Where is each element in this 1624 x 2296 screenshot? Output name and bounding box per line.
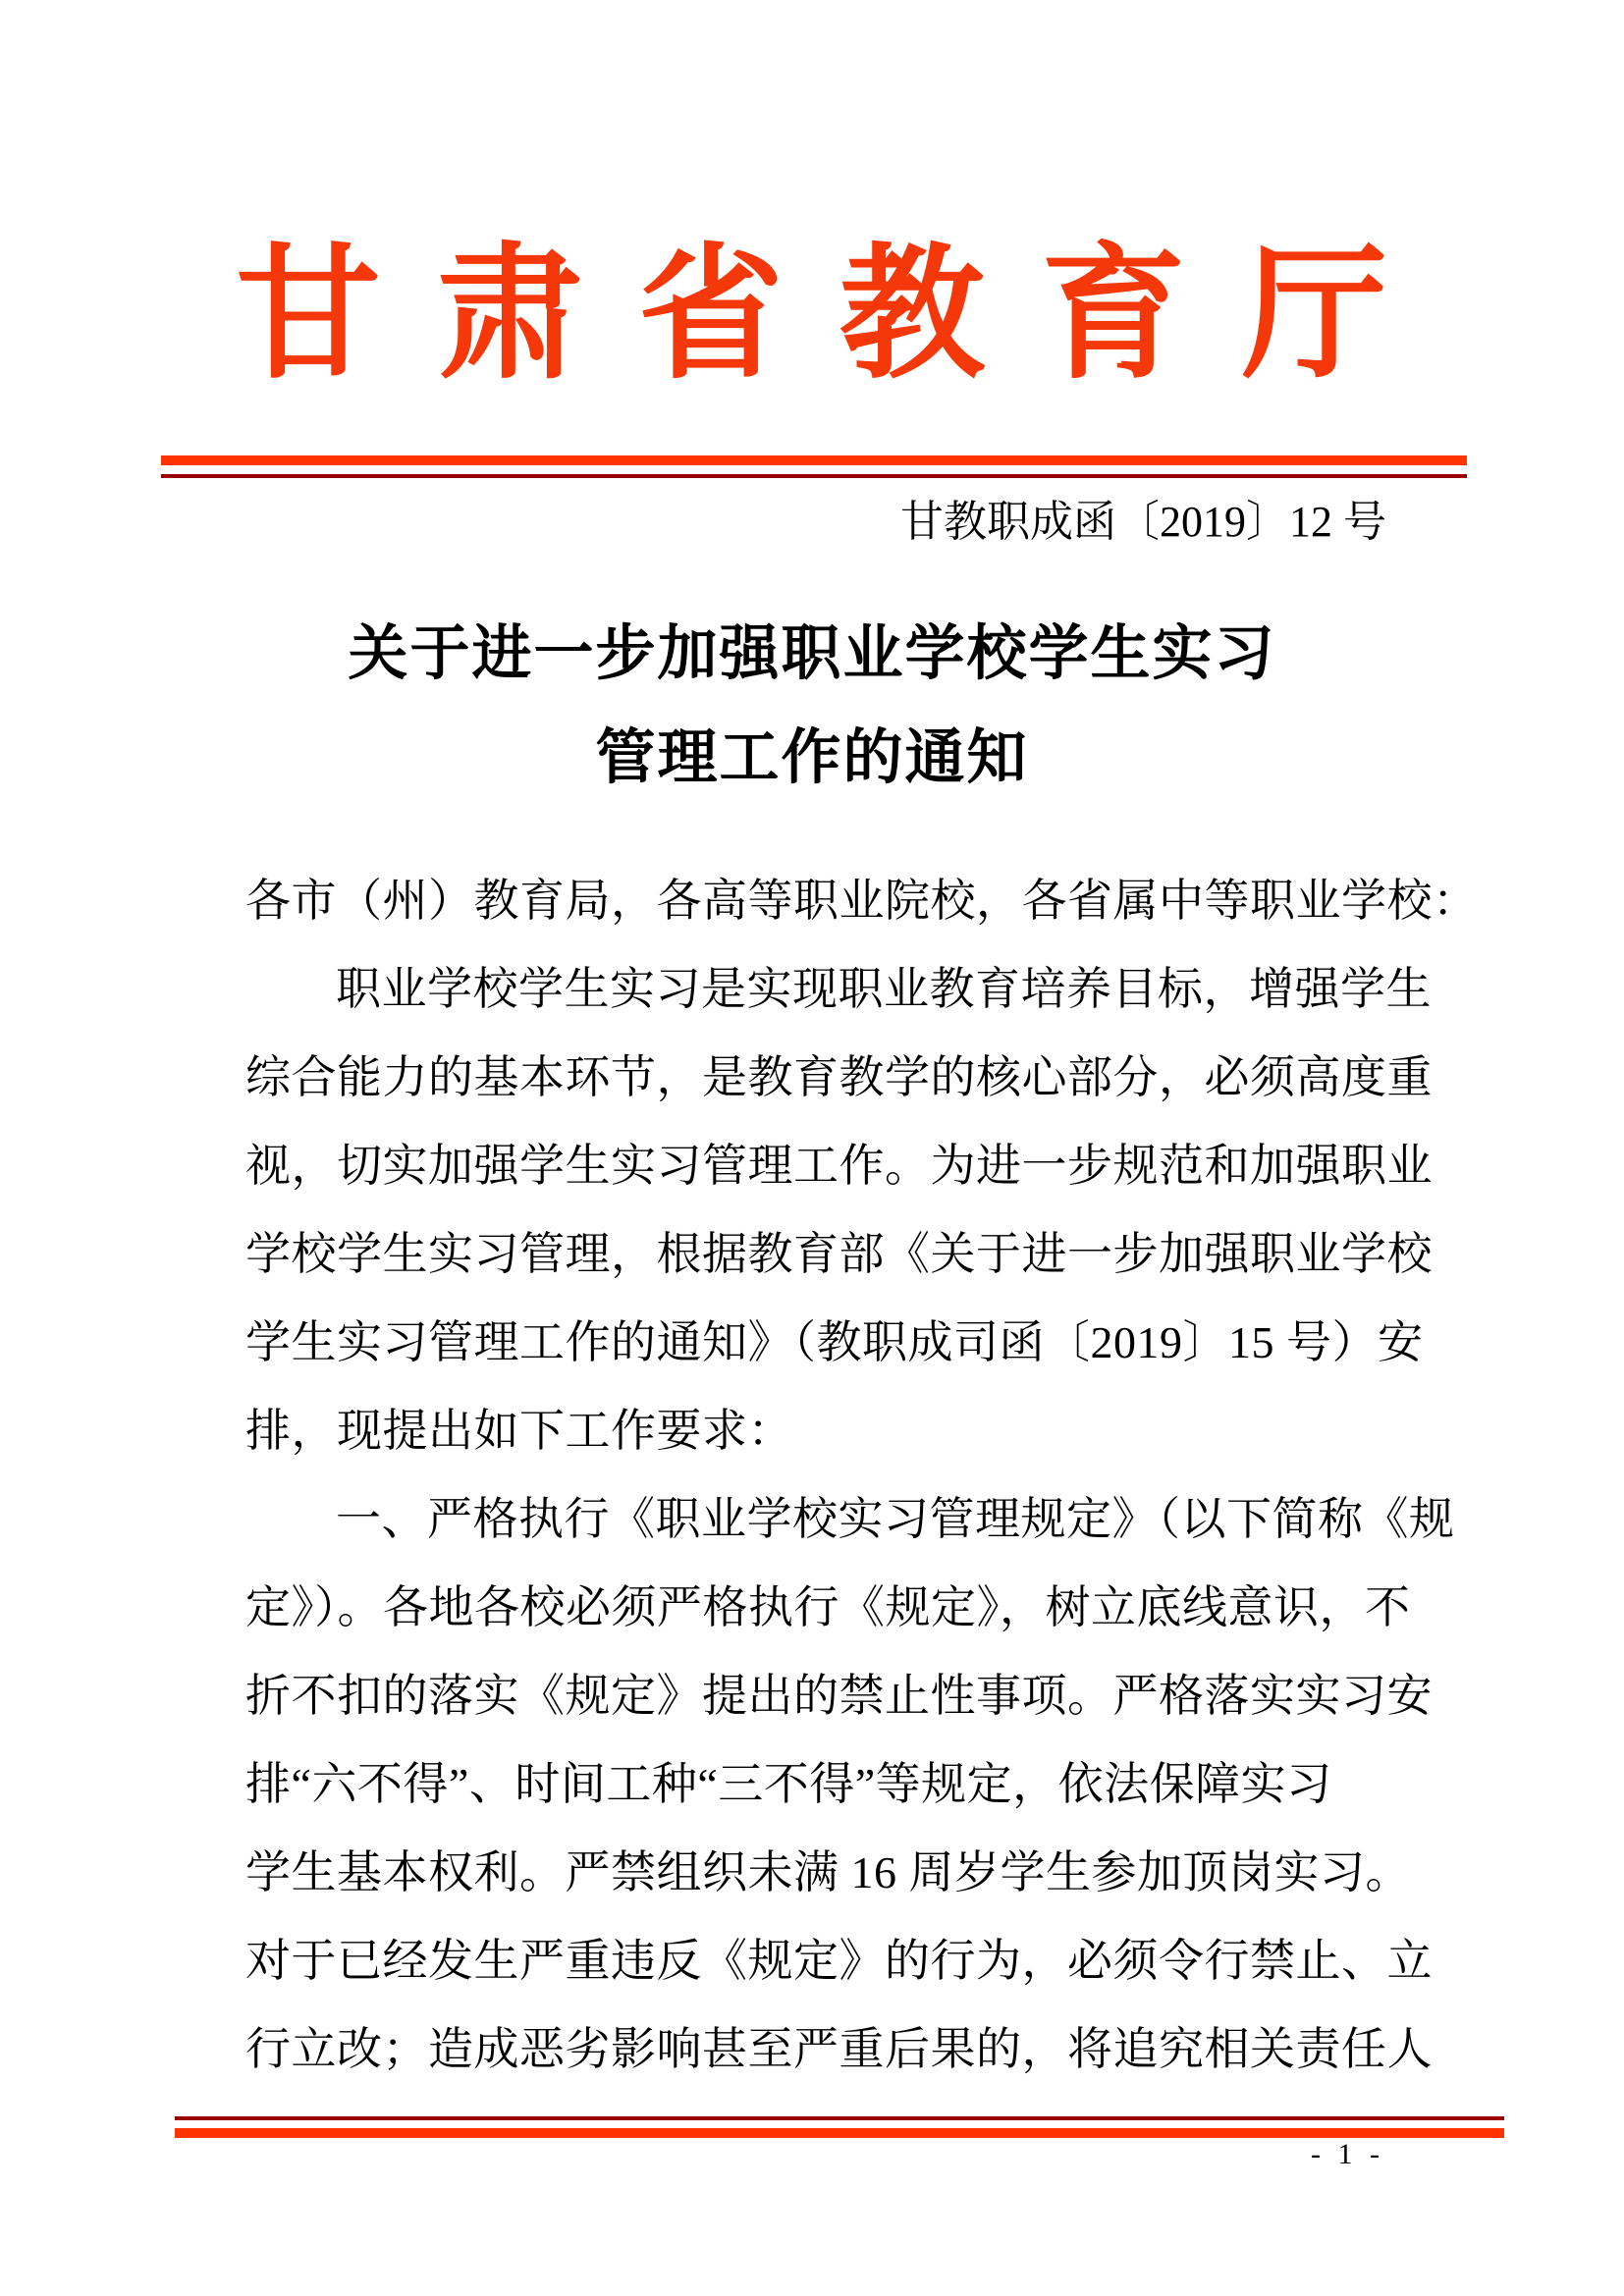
body-line: 折不扣的落实《规定》提出的禁止性事项。严格落实实习安 — [245, 1671, 1433, 1721]
document-title-line1: 关于进一步加强职业学校学生实习 — [348, 621, 1276, 687]
document-number: 甘教职成函〔2019〕12 号 — [900, 498, 1386, 546]
header-rule-thick — [161, 455, 1467, 465]
body-line: 职业学校学生实习是实现职业教育培养目标，增强学生 — [336, 964, 1432, 1014]
document-title-line2: 管理工作的通知 — [595, 725, 1029, 791]
document-body — [245, 857, 1479, 2094]
body-line: 综合能力的基本环节，是教育教学的核心部分，必须高度重 — [245, 1052, 1433, 1102]
page-number: - 1 - — [1311, 2138, 1384, 2170]
header-rule-thin — [161, 474, 1467, 478]
salutation-line: 各市（州）教育局，各高等职业院校，各省属中等职业学校： — [245, 876, 1479, 926]
body-line: 学生基本权利。严禁组织未满 16 周岁学生参加顶岗实习。 — [245, 1847, 1411, 1897]
body-line: 排，现提出如下工作要求： — [245, 1406, 793, 1456]
footer-rule-thin — [175, 2116, 1504, 2120]
document-title — [0, 603, 1624, 811]
body-line: 一、严格执行《职业学校实习管理规定》（以下简称《规 — [336, 1494, 1455, 1544]
body-line: 排“六不得”、时间工种“三不得”等规定，依法保障实习 — [245, 1759, 1332, 1809]
body-line: 对于已经发生严重违反《规定》的行为，必须令行禁止、立 — [245, 1936, 1433, 1986]
footer-rule-thick — [175, 2128, 1504, 2138]
body-line: 学生实习管理工作的通知》（教职成司函〔2019〕15 号）安 — [245, 1317, 1424, 1367]
body-line: 定》）。各地各校必须严格执行《规定》，树立底线意识，不 — [245, 1582, 1411, 1632]
body-line: 视，切实加强学生实习管理工作。为进一步规范和加强职业 — [245, 1141, 1433, 1191]
footer-divider — [175, 2116, 1504, 2138]
agency-masthead: 甘肃省教育厅 — [236, 236, 1443, 397]
body-line: 学校学生实习管理，根据教育部《关于进一步加强职业学校 — [245, 1229, 1433, 1279]
header-divider — [161, 455, 1467, 478]
body-line: 行立改；造成恶劣影响甚至严重后果的，将追究相关责任人 — [245, 2024, 1433, 2074]
